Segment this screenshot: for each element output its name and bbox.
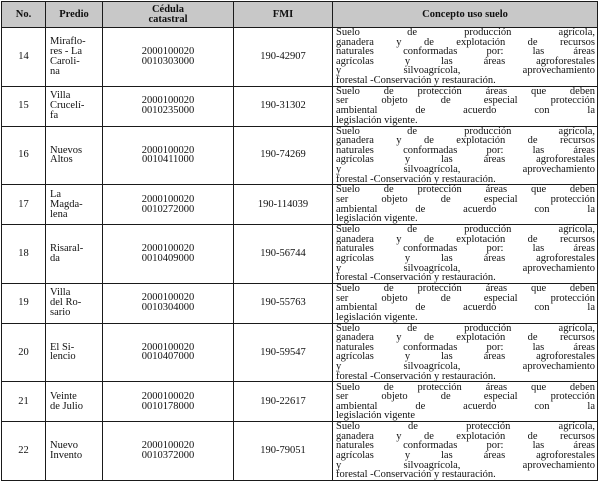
predio-name-line: de Julio	[50, 400, 83, 412]
concepto-uso-suelo	[333, 28, 598, 87]
predio-name-line: Risaral-	[50, 243, 84, 255]
row-number: 17	[2, 185, 46, 225]
concepto-line: ser objeto de especial protección	[336, 292, 595, 304]
fmi-number: 190-114039	[234, 185, 333, 225]
concepto-line: forestal -Conservación y restauración.	[336, 173, 496, 185]
fmi-number: 190-22617	[234, 382, 333, 422]
predio-name-line: Veinte	[50, 390, 77, 402]
concepto-uso-suelo	[333, 126, 598, 185]
header-row	[2, 2, 598, 28]
concepto-uso-suelo	[333, 323, 598, 382]
fmi-number: 190-42907	[234, 28, 333, 87]
concepto-line: Suelo de producción agrícola,	[336, 323, 595, 334]
row-number: 16	[2, 126, 46, 185]
cedula-line: 2000100020	[141, 390, 195, 402]
concepto-uso-suelo	[333, 225, 598, 284]
predio-name	[46, 382, 103, 422]
predio-name	[46, 28, 103, 87]
predio-name-line: lena	[50, 208, 68, 220]
fmi-number: 190-79051	[234, 422, 333, 481]
concepto-line: ganadera y de explotación de recursos	[336, 332, 595, 344]
header-concepto: Concepto uso suelo	[333, 2, 598, 28]
predio-name-line: Nuevo	[50, 440, 78, 452]
header-fmi: FMI	[234, 2, 333, 28]
predio-name	[46, 86, 103, 126]
concepto-line: Suelo de protección áreas que deben	[336, 86, 595, 97]
predio-name-line: res - La	[50, 45, 83, 57]
cedula-catastral	[103, 28, 234, 87]
concepto-line: naturales conformadas por: las áreas	[336, 440, 595, 452]
concepto-line: y silvoagrícola, aprovechamiento	[336, 459, 595, 471]
fmi-number: 190-59547	[234, 323, 333, 382]
cedula-line: 2000100020	[141, 292, 195, 304]
concepto-line: agrícolas y las áreas agroforestales	[336, 55, 595, 67]
concepto-line: agrícolas y las áreas agroforestales	[336, 351, 595, 363]
concepto-line: forestal -Conservación y restauración.	[336, 272, 496, 284]
table-row	[2, 126, 598, 185]
concepto-line: naturales conformadas por: las áreas	[336, 46, 595, 58]
row-number: 22	[2, 422, 46, 481]
concepto-line: ser objeto de especial protección	[336, 95, 595, 107]
cedula-catastral	[103, 225, 234, 284]
concepto-line: forestal -Conservación y restauración.	[336, 74, 496, 86]
concepto-line: ambiental de acuerdo con la	[336, 400, 595, 412]
concepto-line: naturales conformadas por: las áreas	[336, 341, 595, 353]
concepto-line: y silvoagrícola, aprovechamiento	[336, 262, 595, 274]
cedula-line: 0010409000	[141, 252, 195, 264]
fmi-number: 190-56744	[234, 225, 333, 284]
predio-name-line: Villa	[50, 90, 71, 102]
concepto-line: legislación vigente.	[336, 311, 418, 323]
concepto-uso-suelo	[333, 185, 598, 225]
concepto-line: Suelo de producción agrícola,	[336, 27, 595, 38]
predio-name-line: sario	[50, 307, 71, 319]
concepto-line: Suelo de protección agrícola,	[336, 421, 595, 433]
table-body	[2, 28, 598, 481]
cedula-line: 0010372000	[141, 450, 195, 462]
predio-name-line: da	[50, 252, 60, 264]
cedula-catastral	[103, 126, 234, 185]
concepto-line: forestal -Conservación y restauración.	[336, 469, 496, 481]
concepto-line: ser objeto de especial protección	[336, 391, 595, 403]
concepto-line: Suelo de protección áreas que deben	[336, 283, 595, 294]
cedula-line: 0010272000	[141, 203, 195, 215]
cedula-line: 0010304000	[141, 302, 195, 314]
concepto-line: ambiental de acuerdo con la	[336, 105, 595, 117]
predio-name	[46, 323, 103, 382]
concepto-line: ser objeto de especial protección	[336, 194, 595, 206]
concepto-line: ganadera y de explotación de recursos	[336, 36, 595, 48]
table-header	[2, 2, 598, 28]
concepto-line: ambiental de acuerdo con la	[336, 302, 595, 314]
concepto-line: legislación vigente.	[336, 213, 418, 225]
table-row	[2, 422, 598, 481]
header-predio: Predio	[46, 2, 103, 28]
cedula-line: 2000100020	[141, 341, 195, 353]
table-row	[2, 283, 598, 323]
concepto-line: naturales conformadas por: las áreas	[336, 243, 595, 255]
concepto-line: ganadera y de explotación de recursos	[336, 135, 595, 147]
predio-name	[46, 126, 103, 185]
concepto-line: legislación vigente	[336, 410, 416, 422]
predio-name-line: Miraflo-	[50, 36, 86, 48]
predio-name-line: La	[50, 188, 62, 200]
predio-name-line: Altos	[50, 154, 73, 166]
predio-name	[46, 422, 103, 481]
cedula-line: 2000100020	[141, 193, 195, 205]
table-row	[2, 323, 598, 382]
predio-name-line: Villa	[50, 287, 71, 299]
table-row	[2, 86, 598, 126]
cedula-line: 0010178000	[141, 400, 195, 412]
concepto-uso-suelo	[333, 86, 598, 126]
concepto-line: ambiental de acuerdo con la	[336, 203, 595, 215]
cedula-line: 0010303000	[141, 55, 195, 67]
cedula-catastral	[103, 283, 234, 323]
cedula-line: 2000100020	[141, 440, 195, 452]
concepto-line: y silvoagrícola, aprovechamiento	[336, 361, 595, 373]
row-number: 19	[2, 283, 46, 323]
cedula-catastral	[103, 382, 234, 422]
concepto-uso-suelo	[333, 283, 598, 323]
cedula-line: 0010235000	[141, 105, 195, 117]
concepto-uso-suelo	[333, 382, 598, 422]
fmi-number: 190-31302	[234, 86, 333, 126]
cedula-line: 0010407000	[141, 351, 195, 363]
fmi-number: 190-74269	[234, 126, 333, 185]
predio-name-line: lencio	[50, 351, 76, 363]
concepto-line: forestal -Conservación y restauración.	[336, 370, 496, 382]
concepto-line: y silvoagrícola, aprovechamiento	[336, 65, 595, 77]
concepto-line: agrícolas y las áreas agroforestales	[336, 154, 595, 166]
cedula-line: 2000100020	[141, 45, 195, 57]
predio-name-line: Caroli-	[50, 55, 80, 67]
table-row	[2, 225, 598, 284]
concepto-line: Suelo de protección áreas que deben	[336, 381, 595, 393]
concepto-line: y silvoagrícola, aprovechamiento	[336, 163, 595, 175]
predio-name-line: Magda-	[50, 198, 83, 210]
concepto-line: Suelo de producción agrícola,	[336, 224, 595, 236]
concepto-line: agrícolas y las áreas agroforestales	[336, 252, 595, 264]
cedula-line: 0010411000	[141, 154, 195, 166]
table-row	[2, 382, 598, 422]
concepto-line: ganadera y de explotación de recursos	[336, 430, 595, 442]
row-number: 18	[2, 225, 46, 284]
cedula-line: 2000100020	[141, 144, 195, 156]
cedula-line: 2000100020	[141, 95, 195, 107]
header-cedula	[103, 2, 234, 28]
table-row	[2, 28, 598, 87]
predio-name	[46, 185, 103, 225]
row-number: 15	[2, 86, 46, 126]
header-cedula-line2: catastral	[148, 13, 188, 25]
row-number: 21	[2, 382, 46, 422]
predio-name-line: Nuevos	[50, 144, 83, 156]
concepto-line: Suelo de protección áreas que deben	[336, 184, 595, 196]
cedula-catastral	[103, 185, 234, 225]
cedula-line: 2000100020	[141, 243, 195, 255]
predio-name-line: na	[50, 65, 60, 77]
concepto-uso-suelo	[333, 422, 598, 481]
concepto-line: ganadera y de explotación de recursos	[336, 233, 595, 245]
cedula-catastral	[103, 323, 234, 382]
predio-name-line: del Ro-	[50, 297, 82, 309]
table-row	[2, 185, 598, 225]
predio-name-line: fa	[50, 109, 59, 121]
header-cedula-line1: Cédula	[151, 3, 185, 15]
predio-name	[46, 225, 103, 284]
predio-name-line: El Si-	[50, 341, 75, 353]
row-number: 20	[2, 323, 46, 382]
predio-name-line: Invento	[50, 450, 83, 462]
land-use-table	[1, 1, 598, 481]
concepto-line: naturales conformadas por: las áreas	[336, 144, 595, 156]
concepto-line: legislación vigente.	[336, 114, 418, 126]
fmi-number: 190-55763	[234, 283, 333, 323]
row-number: 14	[2, 28, 46, 87]
concepto-line: agrícolas y las áreas agroforestales	[336, 450, 595, 462]
predio-name-line: Crucelí-	[50, 100, 85, 112]
predio-name	[46, 283, 103, 323]
cedula-catastral	[103, 86, 234, 126]
cedula-catastral	[103, 422, 234, 481]
header-no: No.	[2, 2, 46, 28]
concepto-line: Suelo de producción agrícola,	[336, 126, 595, 137]
